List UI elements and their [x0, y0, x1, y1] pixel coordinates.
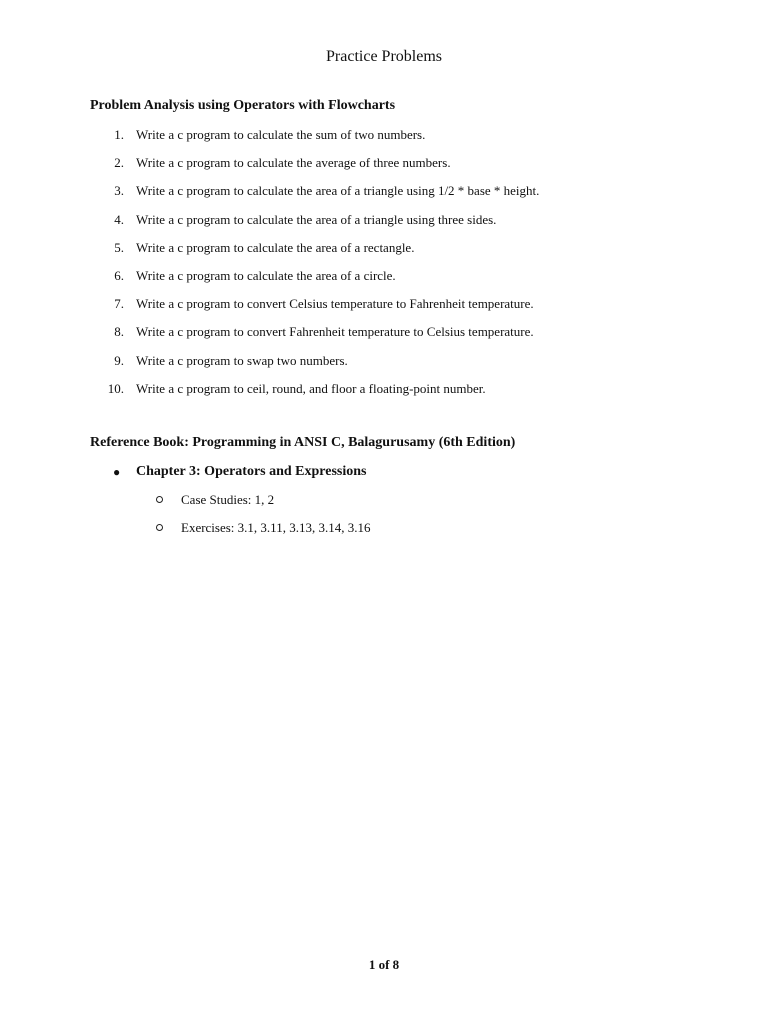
problem-number: 8.	[114, 324, 124, 340]
list-item-text: Case Studies: 1, 2	[181, 492, 275, 507]
list-item	[0, 519, 768, 547]
problem-item	[0, 323, 768, 351]
problem-number: 3.	[114, 183, 124, 199]
chapter-sub-list	[0, 491, 768, 547]
page-number: 1 of 8	[368, 957, 400, 972]
problem-item	[0, 267, 768, 295]
problem-item	[0, 239, 768, 267]
hollow-bullet-icon	[156, 496, 163, 503]
list-item-text: Exercises: 3.1, 3.11, 3.13, 3.14, 3.16	[181, 520, 371, 536]
problem-number: 4.	[114, 211, 124, 227]
problem-text: Write a c program to ceil, round, and floor a floating-point number.	[136, 380, 486, 396]
problem-text: Write a c program to calculate the area of a rectangle.	[136, 239, 415, 255]
problem-item	[0, 211, 768, 239]
problem-text: Write a c program to calculate the area of a circle.	[136, 267, 396, 283]
problem-number: 10.	[107, 380, 124, 396]
problem-item	[0, 126, 768, 154]
problem-list	[0, 126, 768, 408]
problem-number: 5.	[114, 239, 124, 255]
problem-item	[0, 154, 768, 182]
problem-text: Write a c program to calculate the area of a triangle using 1/2 * base * height.	[136, 183, 540, 199]
problem-text: Write a c program to calculate the sum of two numbers.	[136, 127, 426, 142]
problem-number: 7.	[114, 296, 124, 312]
problem-text: Write a c program to calculate the area of a triangle using three sides.	[136, 211, 497, 227]
problem-item	[0, 352, 768, 380]
page-title: Practice Problems	[326, 48, 442, 65]
bullet-icon: ●	[113, 465, 121, 479]
problem-item	[0, 295, 768, 323]
problem-text: Write a c program to convert Fahrenheit temperature to Celsius temperature.	[136, 324, 534, 340]
chapter-label: Chapter 3: Operators and Expressions	[136, 464, 367, 479]
list-item	[0, 491, 768, 519]
problem-number: 2.	[114, 155, 124, 171]
hollow-bullet-icon	[156, 524, 163, 531]
problem-number: 9.	[114, 352, 124, 368]
chapter-entry	[0, 463, 768, 481]
section-heading: Problem Analysis using Operators with Flowcharts	[90, 98, 396, 113]
problem-number: 1.	[114, 127, 124, 142]
problem-item	[0, 380, 768, 408]
problem-item	[0, 182, 768, 210]
problem-text: Write a c program to swap two numbers.	[136, 352, 348, 368]
problem-text: Write a c program to calculate the average of three numbers.	[136, 155, 451, 171]
problem-number: 6.	[114, 267, 124, 283]
reference-heading: Reference Book: Programming in ANSI C, Balagurusamy (6th Edition)	[90, 435, 516, 450]
problem-text: Write a c program to convert Celsius temperature to Fahrenheit temperature.	[136, 296, 534, 312]
